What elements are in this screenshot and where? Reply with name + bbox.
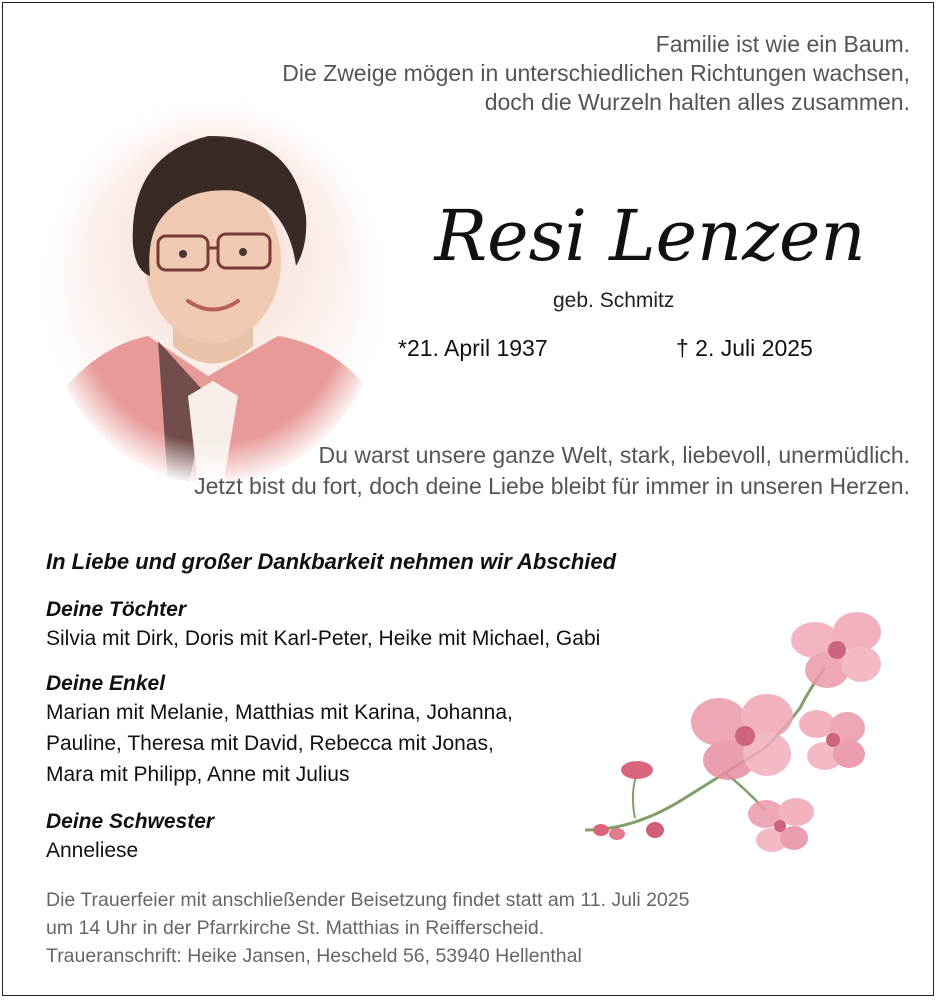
group-line: Marian mit Melanie, Matthias mit Karina, Johanna, [46, 701, 513, 724]
group-heading: Deine Schwester [46, 810, 215, 833]
deceased-name-text: Resi Lenzen [434, 195, 866, 277]
group-line: Pauline, Theresa mit David, Rebecca mit Jonas, [46, 732, 494, 755]
group-line: Anneliese [46, 839, 139, 862]
orchid-branch [575, 598, 895, 868]
mourner-group-sister [46, 808, 214, 866]
deceased-name [400, 182, 900, 282]
top-quote-line: Die Zweige mögen in unterschiedlichen Richtungen wachsen, [282, 60, 910, 86]
footer-line: um 14 Uhr in der Pfarrkirche St. Matthias in Reifferscheid. [46, 917, 545, 939]
footer-line: Die Trauerfeier mit anschließender Beisetzung findet statt am 11. Juli 2025 [46, 889, 690, 911]
farewell-statement: In Liebe und großer Dankbarkeit nehmen wir Abschied [46, 549, 617, 574]
death-date: † 2. Juli 2025 [676, 335, 813, 361]
mourner-group-grandchildren [46, 670, 513, 790]
middle-quote-line: Jetzt bist du fort, doch deine Liebe bleibt für immer in unseren Herzen. [194, 473, 910, 499]
top-quote-line: Familie ist wie ein Baum. [655, 31, 910, 57]
middle-quote-line: Du warst unsere ganze Welt, stark, liebevoll, unermüdlich. [318, 442, 910, 468]
footer-line: Traueranschrift: Heike Jansen, Hescheld 56, 53940 Hellenthal [46, 945, 582, 967]
middle-quote [194, 440, 910, 502]
mourner-group-daughters [46, 596, 600, 654]
portrait-photo [38, 96, 390, 486]
maiden-name: geb. Schmitz [553, 289, 675, 312]
top-quote-line: doch die Wurzeln halten alles zusammen. [484, 89, 910, 115]
funeral-details [46, 886, 689, 970]
group-heading: Deine Enkel [46, 672, 166, 695]
group-heading: Deine Töchter [46, 598, 187, 621]
birth-date: *21. April 1937 [398, 335, 548, 361]
group-line: Mara mit Philipp, Anne mit Julius [46, 763, 350, 786]
group-line: Silvia mit Dirk, Doris mit Karl-Peter, Heike mit Michael, Gabi [46, 627, 601, 650]
